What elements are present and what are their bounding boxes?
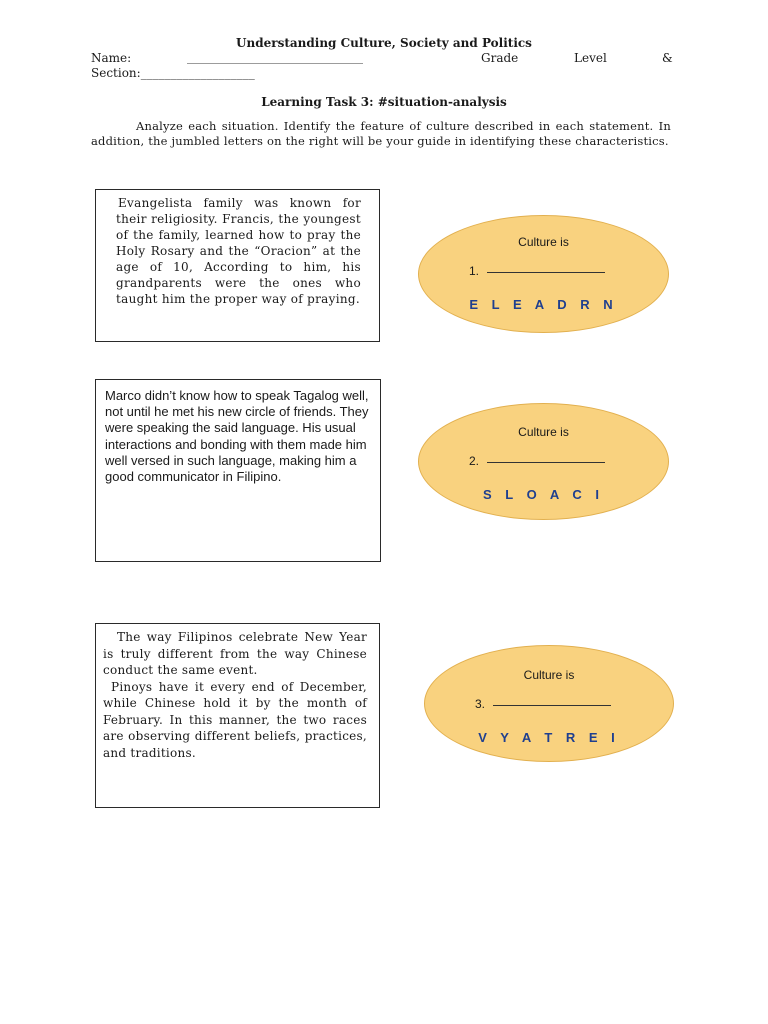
answer-blank-2[interactable] [469,454,605,468]
jumbled-letters-3: V Y A T R E I [478,730,620,745]
answer-oval-3 [424,645,674,762]
worksheet-title: Understanding Culture, Society and Politics [236,36,532,50]
culture-is-label: Culture is [518,235,569,249]
situation-text-3 [103,629,367,761]
section-row[interactable]: Section:___________________ [91,66,255,80]
answer-line[interactable] [487,272,605,273]
situation-3-paragraph-2: Pinoys have it every end of December, while Chinese hold it by the month of February. In this manner, the two races are observing different beliefs, practices, and traditions. [103,679,367,760]
situation-text-2: Marco didn’t know how to speak Tagalog well, not until he met his new circle of friends. They were speaking the said language. His usual interactions and bonding with them made him well versed in such language, making him a good communicator in Filipino. [105,388,369,485]
situation-box-3 [95,623,380,808]
situation-box-2 [95,379,381,562]
answer-line[interactable] [487,462,605,463]
jumbled-letters-2: S L O A C I [483,487,604,502]
culture-is-label: Culture is [518,425,569,439]
answer-oval-1 [418,215,669,333]
answer-oval-2 [418,403,669,520]
name-blank[interactable]: ________________________________ [187,51,363,64]
answer-number: 2. [469,454,480,468]
instructions: Analyze each situation. Identify the feature of culture described in each statement. In addition, the jumbled letters on the right will be your guide in identifying these characteristics. [91,119,671,148]
answer-number: 1. [469,264,480,278]
answer-line[interactable] [493,705,611,706]
grade-label: Grade [481,51,519,65]
name-grade-row [91,51,673,67]
level-label: Level [574,51,607,65]
answer-blank-3[interactable] [475,697,611,711]
answer-blank-1[interactable] [469,264,605,278]
task-title: Learning Task 3: #situation-analysis [261,95,507,109]
ampersand: & [662,51,673,65]
name-label: Name: [91,51,132,65]
jumbled-letters-1: E L E A D R N [469,297,618,312]
situation-3-paragraph-1: The way Filipinos celebrate New Year is truly different from the way Chinese conduct the same event. [103,630,367,677]
situation-text-1: Evangelista family was known for their religiosity. Francis, the youngest of the family, learned how to pray the Holy Rosary and the “Oracion” at the age of 10, According to him, his grandparents were the ones who taught him the proper way of praying. [116,196,361,306]
answer-number: 3. [475,697,486,711]
situation-box-1 [95,189,380,342]
culture-is-label: Culture is [523,668,575,682]
